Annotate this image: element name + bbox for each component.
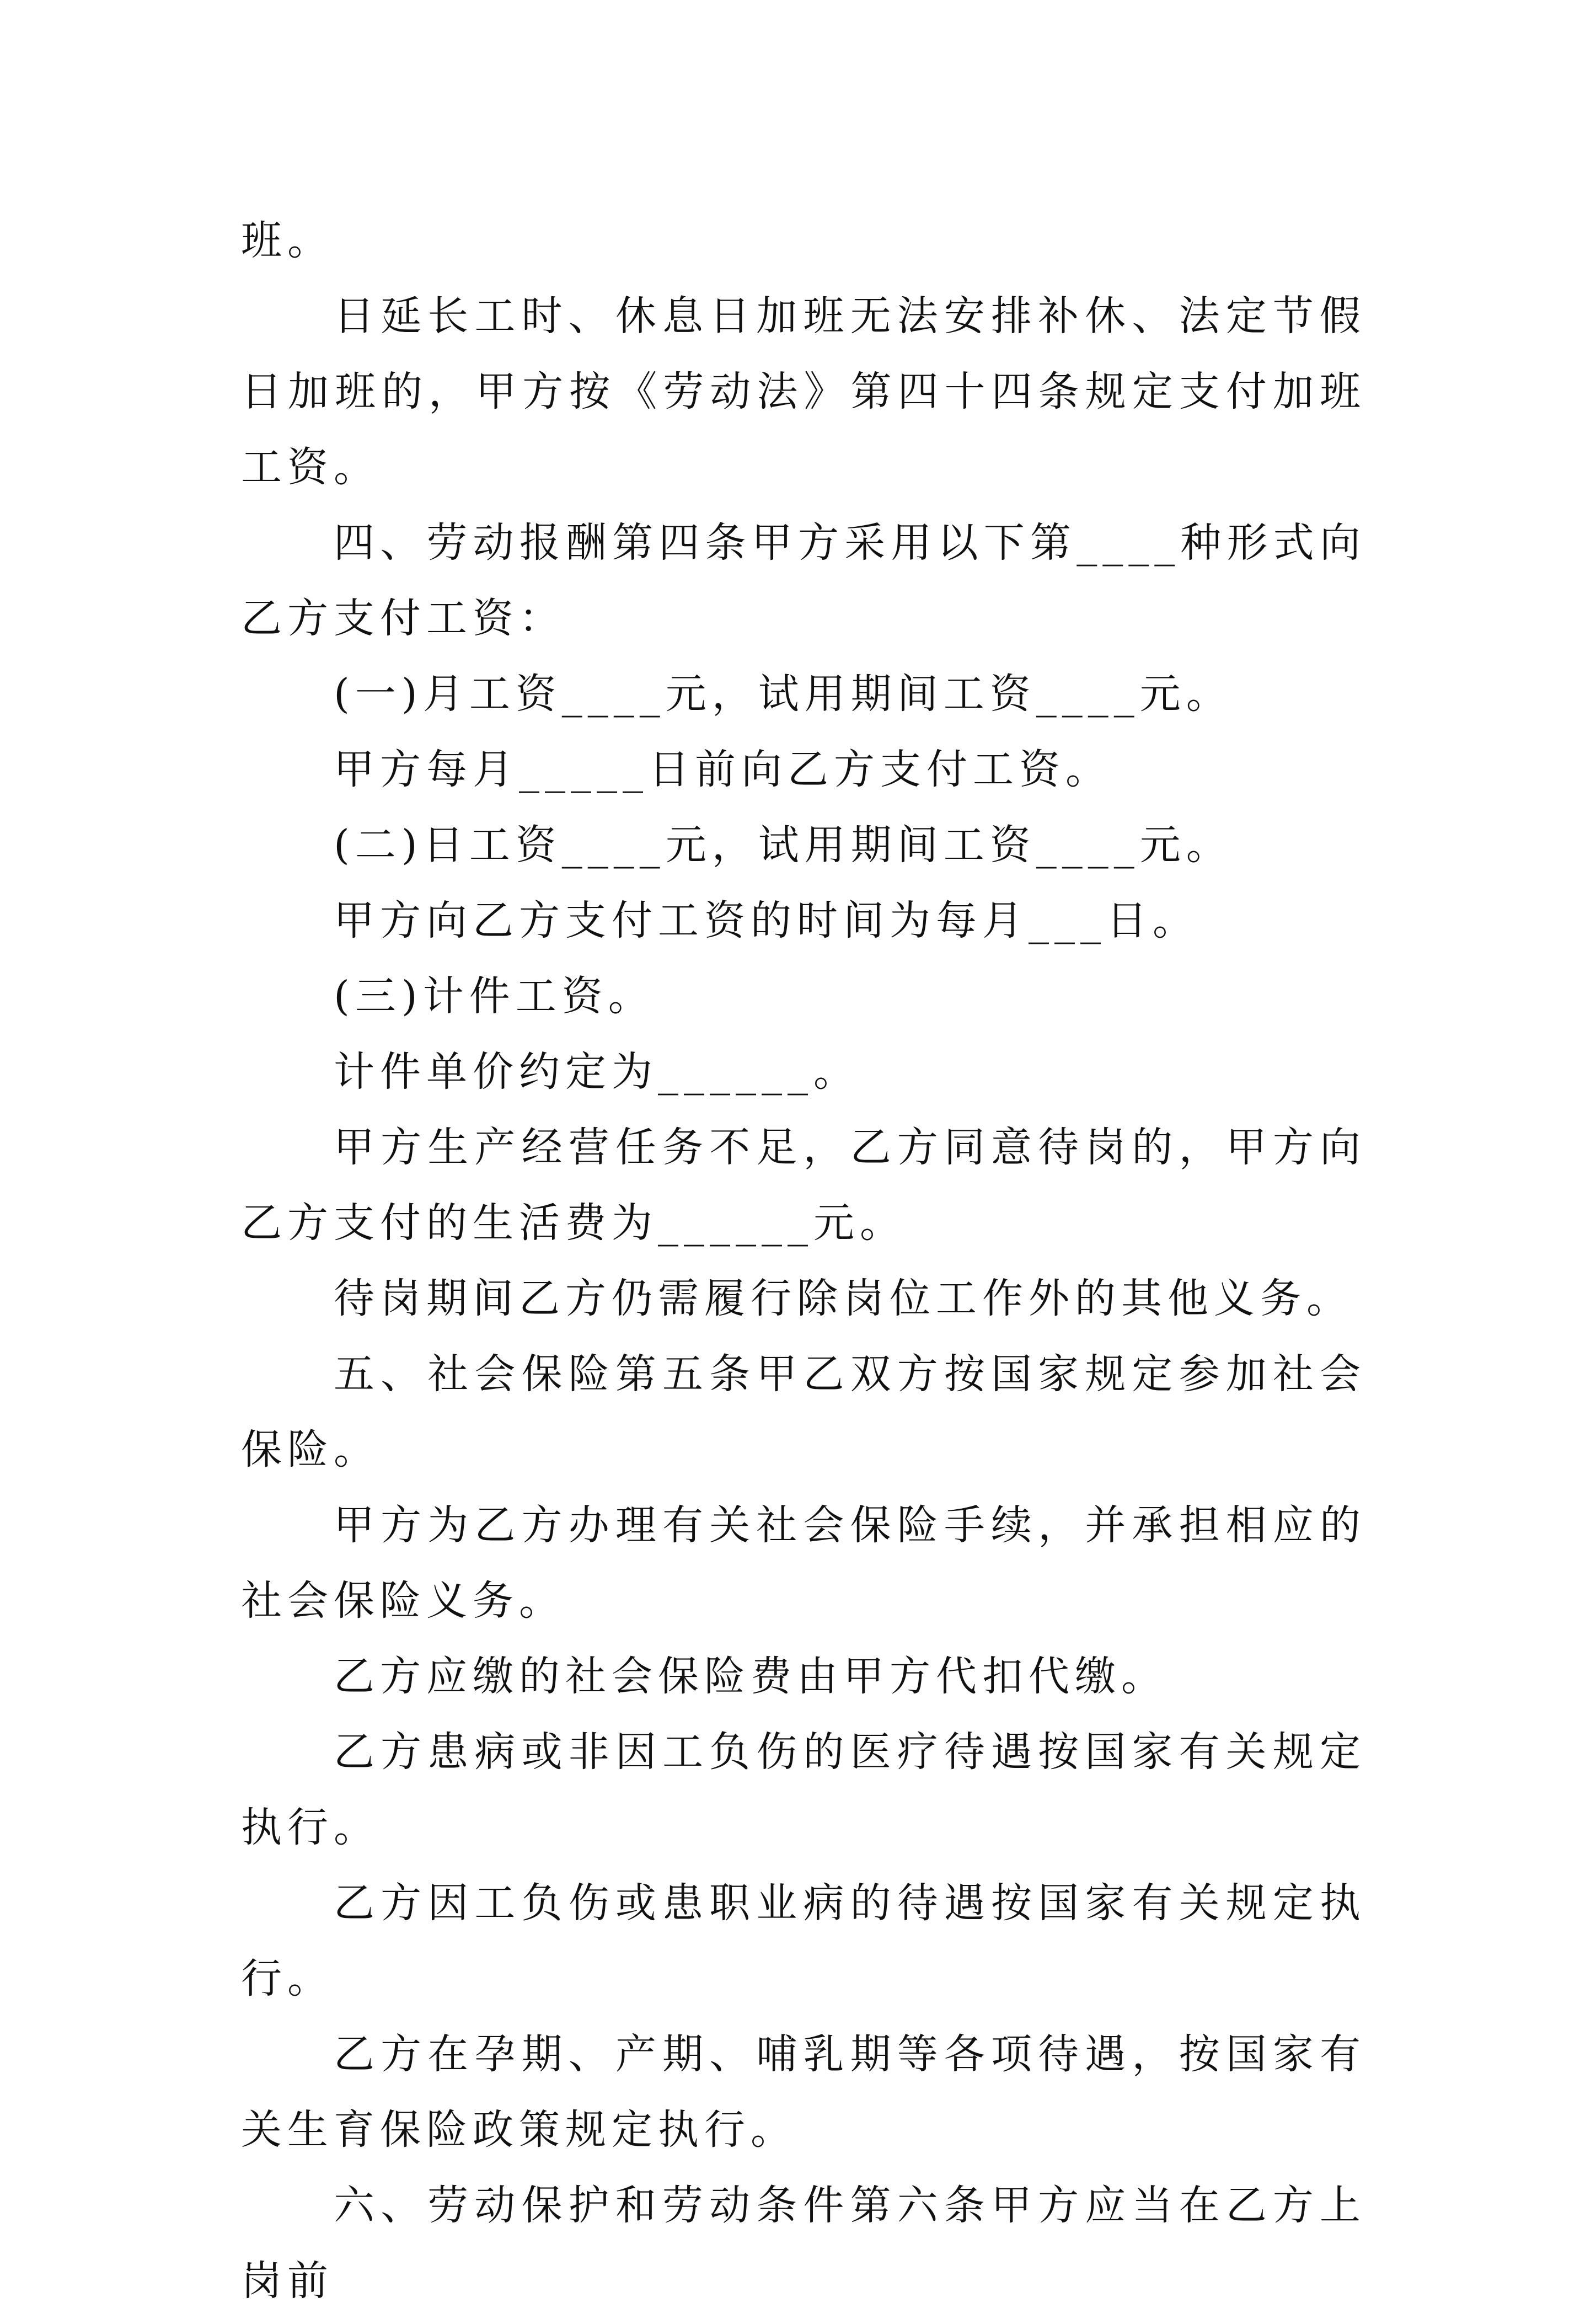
paragraph-2: 日延长工时、休息日加班无法安排补休、法定节假日加班的，甲方按《劳动法》第四十四条规定支付加班工资。 xyxy=(241,292,1366,491)
paragraph-15: 乙方患病或非因工负伤的医疗待遇按国家有关规定执行。 xyxy=(241,1728,1366,1851)
paragraph-3: 四、劳动报酬第四条甲方采用以下第____种形式向乙方支付工资： xyxy=(241,519,1366,642)
paragraph-8: (三)计件工资。 xyxy=(334,973,655,1020)
paragraph-16: 乙方因工负伤或患职业病的待遇按国家有关规定执行。 xyxy=(241,1879,1366,2002)
paragraph-11: 待岗期间乙方仍需履行除岗位工作外的其他义务。 xyxy=(334,1275,1353,1322)
paragraph-9: 计件单价约定为______。 xyxy=(334,1048,860,1096)
paragraph-10: 甲方生产经营任务不足，乙方同意待岗的，甲方向乙方支付的生活费为______元。 xyxy=(241,1124,1366,1247)
paragraph-17: 乙方在孕期、产期、哺乳期等各项待遇，按国家有关生育保险政策规定执行。 xyxy=(241,2031,1366,2154)
paragraph-7: 甲方向乙方支付工资的时间为每月___日。 xyxy=(334,897,1199,944)
paragraph-6: (二)日工资____元，试用期间工资____元。 xyxy=(334,821,1233,869)
paragraph-12: 五、社会保险第五条甲乙双方按国家规定参加社会保险。 xyxy=(241,1350,1366,1473)
paragraph-5: 甲方每月_____日前向乙方支付工资。 xyxy=(334,746,1112,793)
paragraph-14: 乙方应缴的社会保险费由甲方代扣代缴。 xyxy=(334,1653,1167,1700)
paragraph-1: 班。 xyxy=(241,217,334,264)
paragraph-13: 甲方为乙方办理有关社会保险手续，并承担相应的社会保险义务。 xyxy=(241,1502,1366,1625)
document-body xyxy=(241,203,1366,2319)
paragraph-18: 六、劳动保护和劳动条件第六条甲方应当在乙方上岗前 xyxy=(241,2182,1366,2305)
paragraph-4: (一)月工资____元，试用期间工资____元。 xyxy=(334,670,1233,718)
